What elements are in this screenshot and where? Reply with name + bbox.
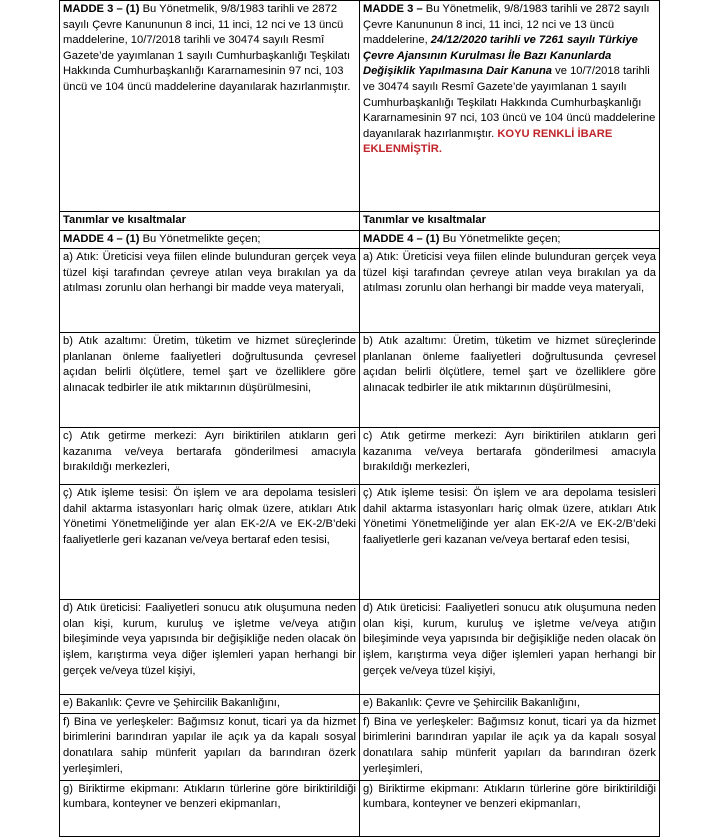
table-row <box>60 600 660 695</box>
old-text-cell <box>60 1 360 212</box>
definition-cell: ç) Atık işleme tesisi: Ön işlem ve ara depolama tesisleri dahil aktarma istasyonları hariç olmak üzere, atıkları Atık Yönetimi Yönetmeliğinde yer alan EK-2/A ve EK-2/B’deki faaliyetlerle geri kazanan ve/veya bertaraf eden tesisi, <box>60 485 360 600</box>
article-text: ve 10/7/2018 tarihli ve 30474 sayılı Resmî Gazete’de yayımlanan 1 sayılı Cumhurbaşkanlığı Teşkilatı Hakkında Cumhurbaşkanlığı Kararnamesinin 97 nci, 103 üncü ve 104 üncü maddelerine dayanılarak hazırlanmıştır. <box>363 65 656 140</box>
definition-cell: f) Bina ve yerleşkeler: Bağımsız konut, ticari ya da hizmet birimlerini barındıran yapılar ile açık ya da kapalı sosyal donatılara sahip münferit yapıları da barındıran özerk yerleşimleri, <box>360 713 660 780</box>
article-lead-cell <box>360 230 660 249</box>
table-row <box>60 695 660 714</box>
definition-cell: a) Atık: Üreticisi veya fiilen elinde bulunduran gerçek veya tüzel kişi tarafından çevreye atılan veya bırakılan ya da atılması zorunlu olan herhangi bir madde veya materyali, <box>360 249 660 333</box>
amendment-note: KOYU RENKLİ İBARE EKLENMİŞTİR. <box>363 127 613 156</box>
definition-cell: b) Atık azaltımı: Üretim, tüketim ve hizmet süreçlerinde planlanan önleme faaliyetleri doğrultusunda çevresel açıdan belirli ölçütlere, temel şart ve özelliklere göre alınacak tedbirler ile atık miktarının düşürülmesini, <box>60 333 360 428</box>
article-text: Bu Yönetmelikte geçen; <box>139 232 261 245</box>
definition-cell: c) Atık getirme merkezi: Ayrı biriktirilen atıkların geri kazanıma ve/veya bertarafa gönderilmesi amacıyla bırakıldığı merkezleri, <box>60 428 360 485</box>
table-row <box>60 780 660 836</box>
definition-cell: b) Atık azaltımı: Üretim, tüketim ve hizmet süreçlerinde planlanan önleme faaliyetleri doğrultusunda çevresel açıdan belirli ölçütlere, temel şart ve özelliklere göre alınacak tedbirler ile atık miktarının düşürülmesini, <box>360 333 660 428</box>
definition-cell: f) Bina ve yerleşkeler: Bağımsız konut, ticari ya da hizmet birimlerini barındıran yapılar ile açık ya da kapalı sosyal donatılara sahip münferit yapıları da barındıran özerk yerleşimleri, <box>60 713 360 780</box>
article-lead: MADDE 4 – (1) <box>63 232 140 245</box>
table-row <box>60 428 660 485</box>
article-lead: MADDE 3 – <box>363 3 423 15</box>
definition-cell: e) Bakanlık: Çevre ve Şehircilik Bakanlığını, <box>360 695 660 714</box>
table-row <box>60 713 660 780</box>
article-text: Bu Yönetmelik, 9/8/1983 tarihli ve 2872 sayılı Çevre Kanununun 8 inci, 11 inci, 12 nci ve 13 üncü maddelerine, <box>363 3 650 47</box>
definition-cell: a) Atık: Üreticisi veya fiilen elinde bulunduran gerçek veya tüzel kişi tarafından çevreye atılan veya bırakılan ya da atılması zorunlu olan herhangi bir madde veya materyali, <box>60 249 360 333</box>
definition-cell: g) Biriktirme ekipmanı: Atıkların türlerine göre biriktirildiği kumbara, konteyner ve benzeri ekipmanları, <box>60 780 360 836</box>
section-heading: Tanımlar ve kısaltmalar <box>60 212 360 231</box>
table-row <box>60 230 660 249</box>
definition-cell: d) Atık üreticisi: Faaliyetleri sonucu atık oluşumuna neden olan kişi, kurum, kuruluş ve işletme ve/veya atığın bileşiminde veya yapısında bir değişikliğe neden olacak ön işlem, karıştırma veya diğer işlemleri yapan herhangi bir gerçek ve/veya tüzel kişiyi, <box>360 600 660 695</box>
article-lead: MADDE 3 – (1) <box>63 3 140 15</box>
table-row <box>60 249 660 333</box>
table-row <box>60 212 660 231</box>
definition-cell: g) Biriktirme ekipmanı: Atıkların türlerine göre biriktirildiği kumbara, konteyner ve benzeri ekipmanları, <box>360 780 660 836</box>
article-lead-cell <box>60 230 360 249</box>
definition-cell: e) Bakanlık: Çevre ve Şehircilik Bakanlığını, <box>60 695 360 714</box>
definition-cell: c) Atık getirme merkezi: Ayrı biriktirilen atıkların geri kazanıma ve/veya bertarafa gönderilmesi amacıyla bırakıldığı merkezleri, <box>360 428 660 485</box>
comparison-table <box>59 0 660 837</box>
article-text: Bu Yönetmelik, 9/8/1983 tarihli ve 2872 sayılı Çevre Kanununun 8 inci, 11 inci, 12 nci ve 13 üncü maddelerine, 10/7/2018 tarihli ve 30474 sayılı Resmî Gazete’de yayımlanan 1 sayılı Cumhurbaşkanlığı Teşkilatı Hakkında Cumhurbaşkanlığı Kararnamesinin 97 nci, 103 üncü ve 104 üncü maddelerine dayanılarak hazırlanmıştır. <box>63 3 351 93</box>
article-text: Bu Yönetmelikte geçen; <box>439 232 561 245</box>
amendment-text: 24/12/2020 tarihli ve 7261 sayılı Türkiye Çevre Ajansının Kurulması İle Bazı Kanunlarda Değişiklik Yapılmasına Dair Kanuna <box>363 34 638 78</box>
section-heading: Tanımlar ve kısaltmalar <box>360 212 660 231</box>
definition-cell: d) Atık üreticisi: Faaliyetleri sonucu atık oluşumuna neden olan kişi, kurum, kuruluş ve işletme ve/veya atığın bileşiminde veya yapısında bir değişikliğe neden olacak ön işlem, karıştırma veya diğer işlemleri yapan herhangi bir gerçek ve/veya tüzel kişiyi, <box>60 600 360 695</box>
new-text-cell <box>360 1 660 212</box>
table-row <box>60 333 660 428</box>
table-row <box>60 1 660 212</box>
article-lead: MADDE 4 – (1) <box>363 232 440 245</box>
table-row <box>60 485 660 600</box>
definition-cell: ç) Atık işleme tesisi: Ön işlem ve ara depolama tesisleri dahil aktarma istasyonları hariç olmak üzere, atıkları Atık Yönetimi Yönetmeliğinde yer alan EK-2/A ve EK-2/B’deki faaliyetlerle geri kazanan ve/veya bertaraf eden tesisi, <box>360 485 660 600</box>
